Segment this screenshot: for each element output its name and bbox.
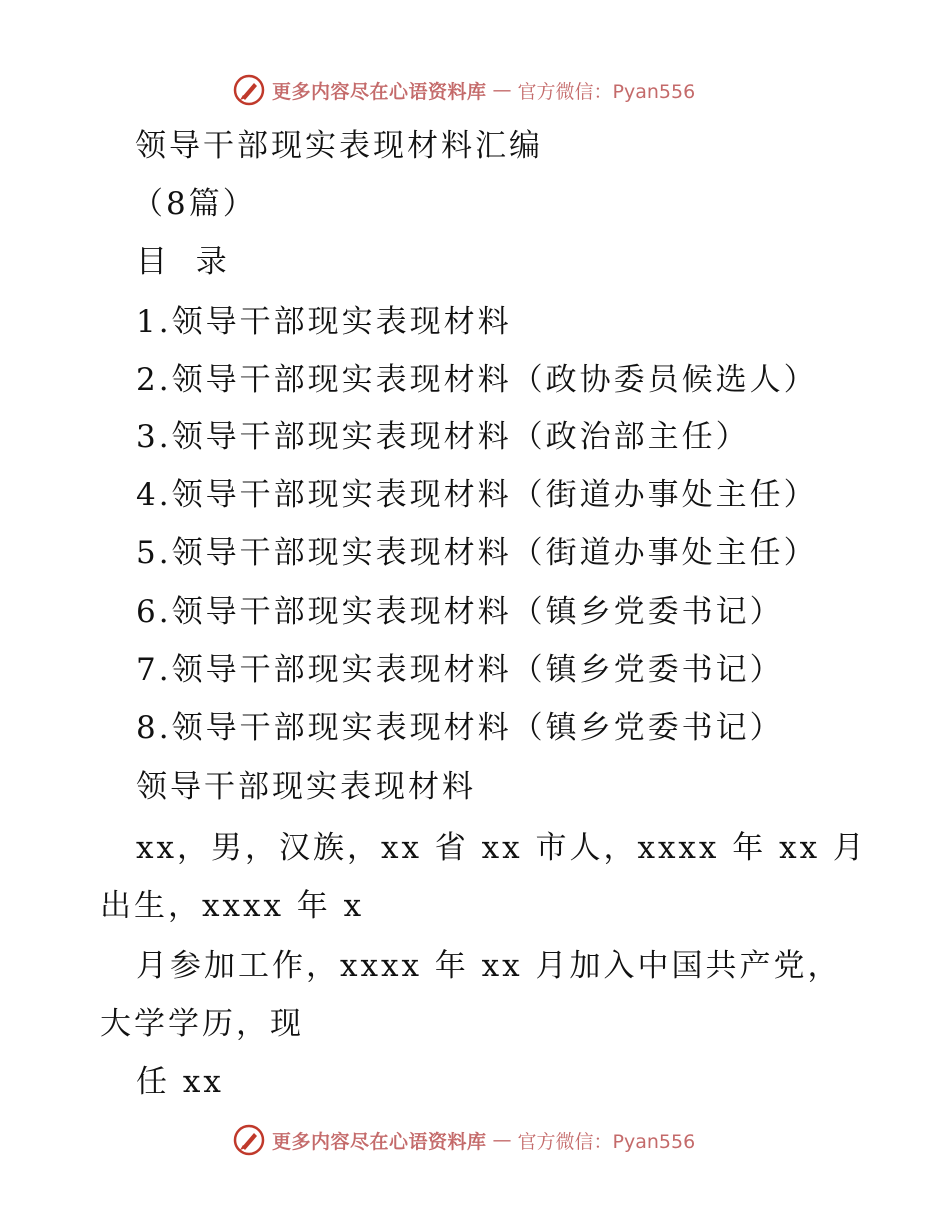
- pen-logo-icon: [232, 73, 266, 107]
- body-line-4: 大学学历，现: [100, 1006, 304, 1042]
- toc-item-1: 1.领导干部现实表现材料: [136, 304, 512, 340]
- toc-item-7: 7.领导干部现实表现材料（镇乡党委书记）: [136, 652, 784, 688]
- watermark-wechat: 官方微信：Pyan556: [517, 80, 696, 103]
- document-title: 领导干部现实表现材料汇编: [135, 128, 543, 164]
- toc-item-4: 4.领导干部现实表现材料（街道办事处主任）: [136, 477, 818, 513]
- watermark-header: [232, 72, 695, 108]
- section-title: 领导干部现实表现材料: [136, 769, 476, 805]
- watermark-wechat: 官方微信：Pyan556: [517, 1130, 696, 1153]
- body-line-1: xx，男，汉族，xx 省 xx 市人，xxxx 年 xx 月: [136, 830, 867, 866]
- document-count: （8篇）: [132, 186, 257, 222]
- watermark-dash: —: [492, 79, 512, 101]
- pen-logo-icon: [232, 1123, 266, 1157]
- body-line-5: 任 xx: [136, 1064, 224, 1100]
- toc-item-8: 8.领导干部现实表现材料（镇乡党委书记）: [136, 710, 784, 746]
- body-line-3: 月参加工作，xxxx 年 xx 月加入中国共产党，: [136, 948, 842, 984]
- watermark-text: 更多内容尽在心语资料库: [272, 80, 487, 103]
- body-line-2: 出生，xxxx 年 x: [100, 888, 365, 924]
- toc-item-5: 5.领导干部现实表现材料（街道办事处主任）: [136, 535, 818, 571]
- toc-item-3: 3.领导干部现实表现材料（政治部主任）: [136, 419, 750, 455]
- toc-heading: 目 录: [136, 244, 230, 280]
- watermark-footer: [232, 1122, 695, 1158]
- toc-item-2: 2.领导干部现实表现材料（政协委员候选人）: [136, 362, 818, 398]
- watermark-text: 更多内容尽在心语资料库: [272, 1130, 487, 1153]
- watermark-dash: —: [492, 1129, 512, 1151]
- toc-item-6: 6.领导干部现实表现材料（镇乡党委书记）: [136, 594, 784, 630]
